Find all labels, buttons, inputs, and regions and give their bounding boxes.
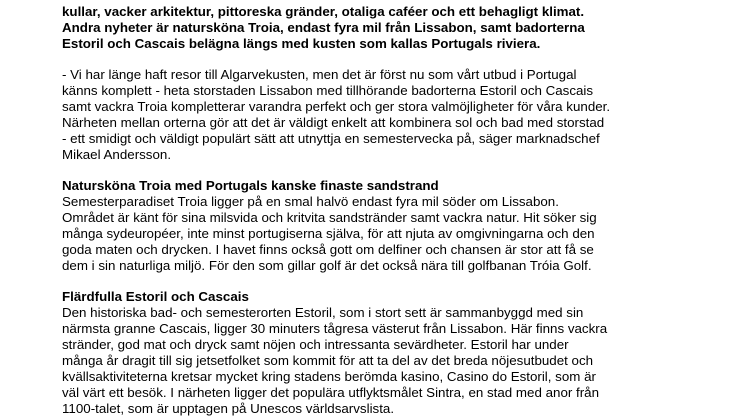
intro-line: Andra nyheter är natursköna Troia, endast fyra mil från Lissabon, samt badorterna <box>62 20 585 35</box>
estoril-line: stränder, god mat och dryck samt nöjen och intressanta sevärdheter. Estoril har under <box>62 337 569 352</box>
estoril-line: 1100-talet, som är upptagen på Unescos världsarvslista. <box>62 401 395 416</box>
quote-line: Närheten mellan orterna gör att det är väldigt enkelt att kombinera sol och bad med storstad <box>62 115 605 130</box>
quote-line: - ett smidigt och väldigt populärt sätt att utnyttja en semestervecka på, säger marknadschef <box>62 131 600 146</box>
quote-line: känns komplett - heta storstaden Lissabon med tillhörande badorterna Estoril och Cascais <box>62 83 594 98</box>
troia-line: goda maten och drycken. I havet finns också gott om delfiner och chansen är stor att få se <box>62 242 594 257</box>
estoril-line: väl värt ett besök. I närheten ligger det populära utflyktsmålet Sintra, en stad med anor från <box>62 385 600 400</box>
section-heading-troia: Natursköna Troia med Portugals kanske finaste sandstrand <box>62 178 439 193</box>
estoril-line: kvällsaktiviteterna kretsar mycket kring stadens berömda kasino, Casino do Estoril, som är <box>62 369 596 384</box>
estoril-line: närmsta granne Cascais, ligger 30 minuters tågresa västerut från Lissabon. Här finns vackra <box>62 321 608 336</box>
section-heading-estoril: Flärdfulla Estoril och Cascais <box>62 289 249 304</box>
troia-line: dem i sin naturliga miljö. För den som gillar golf är det också nära till golfbanan Tróia Golf. <box>62 258 592 273</box>
intro-line: kullar, vacker arkitektur, pittoreska gränder, otaliga caféer och ett behagligt klimat. <box>62 4 585 19</box>
estoril-line: många år dragit till sig jetsetfolket som kommit för att ta del av det breda nöjesutbudet och <box>62 353 594 368</box>
troia-line: många sydeuropéer, inte minst portugiserna själva, för att njuta av omgivningarna och den <box>62 226 595 241</box>
quote-line: samt vackra Troia kompletterar varandra perfekt och ger stora valmöjligheter för våra kunder. <box>62 99 611 114</box>
quote-line: - Vi har länge haft resor till Algarvekusten, men det är först nu som vårt utbud i Portugal <box>62 67 577 82</box>
intro-line: Estoril och Cascais belägna längs med kusten som kallas Portugals riviera. <box>62 36 541 51</box>
quote-line: Mikael Andersson. <box>62 147 172 162</box>
estoril-line: Den historiska bad- och semesterorten Estoril, som i stort sett är sammanbyggd med sin <box>62 305 584 320</box>
troia-line: Området är känt för sina milsvida och kritvita sandstränder samt vackra natur. Hit söker sig <box>62 210 597 225</box>
troia-line: Semesterparadiset Troia ligger på en smal halvö endast fyra mil söder om Lissabon. <box>62 194 559 209</box>
